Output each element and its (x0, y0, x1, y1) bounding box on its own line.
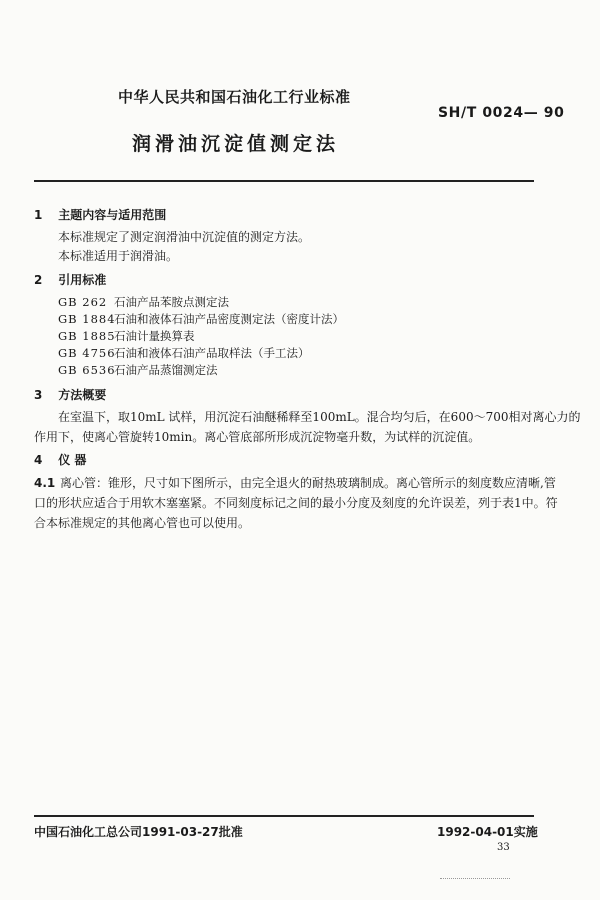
issuing-organization: 中华人民共和国石油化工行业标准 (118, 88, 351, 106)
section-4-1-line-2: 口的形状应适合于用软木塞塞紧。不同刻度标记之间的最小分度及刻度的允许误差，列于表1中。符 (34, 496, 558, 510)
reference-code: GB 1884 (58, 312, 116, 326)
reference-code: GB 1885 (58, 329, 116, 343)
scan-mark (440, 878, 510, 879)
section-1-line-1: 本标准规定了测定润滑油中沉淀值的测定方法。 (58, 230, 311, 244)
section-3-line-2: 作用下，使离心管旋转10min。离心管底部所形成沉淀物毫升数，为试样的沉淀值。 (34, 430, 481, 444)
reference-code: GB 6536 (58, 363, 116, 377)
effective-date: 1992-04-01实施 (437, 825, 538, 839)
reference-title: 石油产品苯胺点测定法 (114, 295, 229, 309)
reference-item (58, 328, 195, 344)
item-number: 4.1 (34, 476, 56, 490)
section-number: 2 (34, 273, 43, 287)
footer-divider (34, 815, 534, 817)
header-divider (34, 180, 534, 182)
reference-code: GB 4756 (58, 346, 116, 360)
reference-item (58, 345, 310, 361)
section-3-line-1: 在室温下，取10mL 试样，用沉淀石油醚稀释至100mL。混合均匀后，在600～700相对离心力的 (58, 410, 581, 424)
section-number: 3 (34, 388, 43, 402)
section-number: 4 (34, 453, 43, 467)
section-4-1-line-1 (34, 474, 556, 491)
reference-item (58, 362, 218, 378)
section-title: 引用标准 (58, 273, 107, 287)
reference-title: 石油和液体石油产品取样法（手工法） (114, 346, 310, 360)
document-title: 润滑油沉淀值测定法 (132, 133, 340, 155)
section-title: 仪 器 (58, 453, 87, 467)
approval-date: 中国石油化工总公司1991-03-27批准 (34, 825, 243, 839)
reference-item (58, 294, 229, 310)
reference-title: 石油产品蒸馏测定法 (114, 363, 218, 377)
section-3-heading (34, 386, 106, 403)
section-2-heading (34, 271, 106, 288)
section-number: 1 (34, 208, 43, 222)
section-1-heading (34, 206, 166, 223)
item-text: 离心管：锥形，尺寸如下图所示，由完全退火的耐热玻璃制成。离心管所示的刻度数应清晰,管 (60, 476, 556, 490)
reference-title: 石油计量换算表 (114, 329, 195, 343)
section-title: 方法概要 (58, 388, 107, 402)
section-title: 主题内容与适用范围 (58, 208, 167, 222)
section-4-1-line-3: 合本标准规定的其他离心管也可以使用。 (34, 516, 251, 530)
reference-item (58, 311, 344, 327)
section-1-line-2: 本标准适用于润滑油。 (58, 249, 179, 263)
page-number: 33 (497, 842, 510, 853)
reference-title: 石油和液体石油产品密度测定法（密度计法） (114, 312, 344, 326)
section-4-heading (34, 451, 86, 468)
standard-code: SH/T 0024— 90 (438, 105, 565, 121)
reference-code: GB 262 (58, 295, 108, 309)
